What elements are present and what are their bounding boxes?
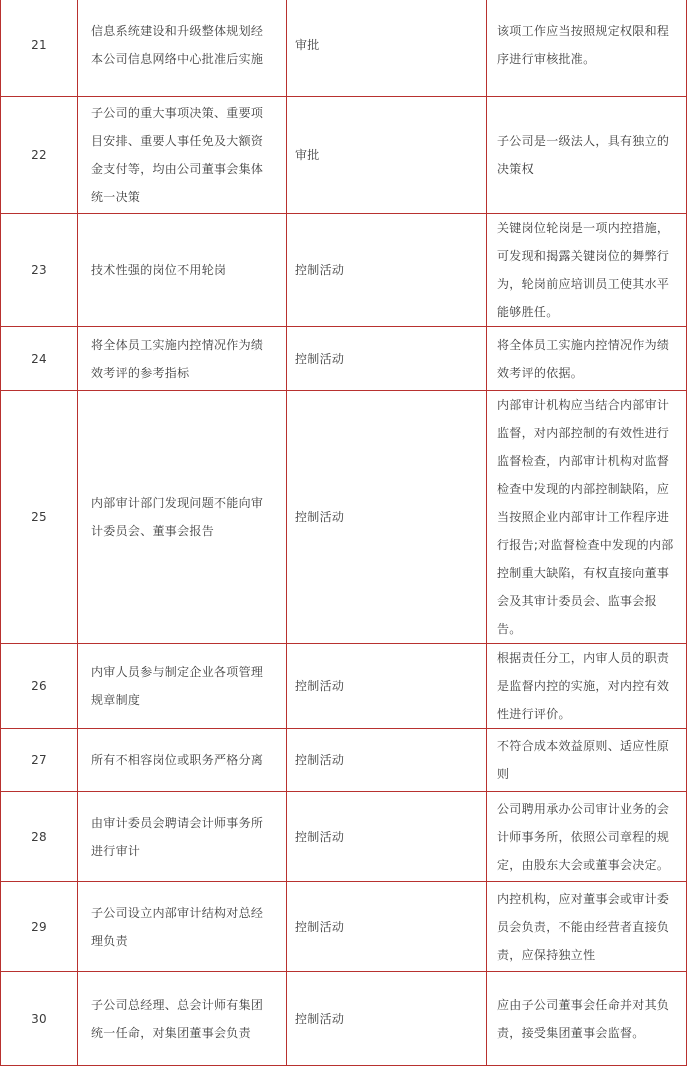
issue-text: 子公司的重大事项决策、重要项目安排、重要人事任免及大额资金支付等，均由公司董事会集体统一决策 (78, 97, 287, 214)
issue-text: 子公司总经理、总会计师有集团统一任命，对集团董事会负责 (78, 972, 287, 1066)
row-number: 27 (1, 729, 78, 792)
explanation-text: 内控机构，应对董事会或审计委员会负责，不能由经营者直接负责，应保持独立性 (487, 882, 687, 972)
row-number: 29 (1, 882, 78, 972)
row-number: 28 (1, 792, 78, 882)
table-row (1, 214, 687, 327)
issue-text: 信息系统建设和升级整体规划经本公司信息网络中心批准后实施 (78, 0, 287, 97)
row-number: 23 (1, 214, 78, 327)
table-row (1, 882, 687, 972)
row-number: 22 (1, 97, 78, 214)
row-number: 26 (1, 644, 78, 729)
control-type: 控制活动 (287, 327, 487, 391)
row-number: 24 (1, 327, 78, 391)
row-number: 25 (1, 391, 78, 644)
issue-text: 内审人员参与制定企业各项管理规章制度 (78, 644, 287, 729)
control-type: 审批 (287, 97, 487, 214)
issue-text: 子公司设立内部审计结构对总经理负责 (78, 882, 287, 972)
explanation-text: 根据责任分工，内审人员的职责是监督内控的实施，对内控有效性进行评价。 (487, 644, 687, 729)
row-number: 30 (1, 972, 78, 1066)
control-type: 控制活动 (287, 792, 487, 882)
issue-text: 内部审计部门发现问题不能向审计委员会、董事会报告 (78, 391, 287, 644)
explanation-text: 应由子公司董事会任命并对其负责，接受集团董事会监督。 (487, 972, 687, 1066)
control-type: 控制活动 (287, 214, 487, 327)
control-type: 控制活动 (287, 972, 487, 1066)
control-type: 审批 (287, 0, 487, 97)
control-type: 控制活动 (287, 391, 487, 644)
explanation-text: 关键岗位轮岗是一项内控措施，可发现和揭露关键岗位的舞弊行为，轮岗前应培训员工使其水平能够胜任。 (487, 214, 687, 327)
explanation-text: 内部审计机构应当结合内部审计监督，对内部控制的有效性进行监督检查，内部审计机构对监督检查中发现的内部控制缺陷，应当按照企业内部审计工作程序进行报告;对监督检查中发现的内部控制重大缺陷，有权直接向董事会及其审计委员会、监事会报告。 (487, 391, 687, 644)
table-row (1, 327, 687, 391)
row-number: 21 (1, 0, 78, 97)
table-row (1, 792, 687, 882)
table-row (1, 0, 687, 97)
control-type: 控制活动 (287, 882, 487, 972)
table-row (1, 391, 687, 644)
table-row (1, 644, 687, 729)
issue-text: 由审计委员会聘请会计师事务所进行审计 (78, 792, 287, 882)
explanation-text: 公司聘用承办公司审计业务的会计师事务所，依照公司章程的规定，由股东大会或董事会决定。 (487, 792, 687, 882)
control-type: 控制活动 (287, 729, 487, 792)
explanation-text: 将全体员工实施内控情况作为绩效考评的依据。 (487, 327, 687, 391)
table-row (1, 97, 687, 214)
issue-text: 将全体员工实施内控情况作为绩效考评的参考指标 (78, 327, 287, 391)
issue-text: 技术性强的岗位不用轮岗 (78, 214, 287, 327)
explanation-text: 子公司是一级法人，具有独立的决策权 (487, 97, 687, 214)
explanation-text: 该项工作应当按照规定权限和程序进行审核批准。 (487, 0, 687, 97)
table-row (1, 729, 687, 792)
table-row (1, 972, 687, 1066)
explanation-text: 不符合成本效益原则、适应性原则 (487, 729, 687, 792)
issue-text: 所有不相容岗位或职务严格分离 (78, 729, 287, 792)
control-type: 控制活动 (287, 644, 487, 729)
